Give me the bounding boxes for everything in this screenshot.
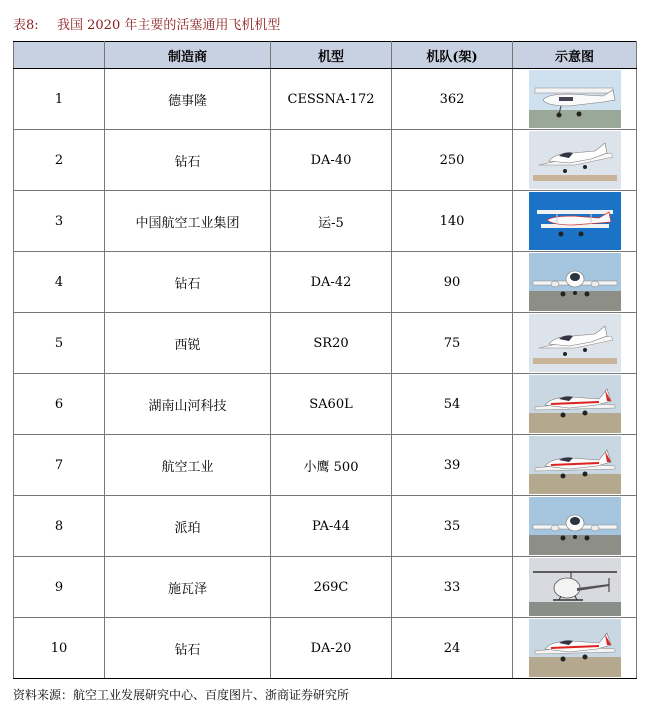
cell-fleet: 33	[392, 557, 513, 618]
cell-fleet: 362	[392, 69, 513, 130]
cell-maker: 钻石	[105, 130, 271, 191]
cell-maker: 施瓦泽	[105, 557, 271, 618]
cell-image	[513, 313, 637, 374]
cell-rank: 8	[14, 496, 105, 557]
cell-image	[513, 191, 637, 252]
cell-maker: 航空工业	[105, 435, 271, 496]
aircraft-photo	[529, 619, 621, 677]
cell-fleet: 39	[392, 435, 513, 496]
cell-rank: 3	[14, 191, 105, 252]
table-body	[14, 69, 637, 679]
cell-image	[513, 435, 637, 496]
cell-maker: 湖南山河科技	[105, 374, 271, 435]
table-row	[14, 374, 637, 435]
cell-rank: 1	[14, 69, 105, 130]
aircraft-photo	[529, 497, 621, 555]
cell-fleet: 140	[392, 191, 513, 252]
cell-rank: 6	[14, 374, 105, 435]
cell-model: DA-20	[271, 618, 392, 679]
cell-model: DA-40	[271, 130, 392, 191]
cell-model: CESSNA-172	[271, 69, 392, 130]
aircraft-photo	[529, 436, 621, 494]
aircraft-table	[13, 41, 637, 679]
caption-title: 我国 2020 年主要的活塞通用飞机机型	[57, 18, 281, 33]
cell-image	[513, 130, 637, 191]
aircraft-photo	[529, 192, 621, 250]
table-row	[14, 69, 637, 130]
aircraft-photo	[529, 375, 621, 433]
table-row	[14, 435, 637, 496]
cell-image	[513, 69, 637, 130]
aircraft-photo	[529, 253, 621, 311]
header-image: 示意图	[513, 42, 637, 69]
table-row	[14, 130, 637, 191]
table-row	[14, 313, 637, 374]
cell-maker: 钻石	[105, 618, 271, 679]
table-row	[14, 557, 637, 618]
cell-rank: 5	[14, 313, 105, 374]
cell-fleet: 90	[392, 252, 513, 313]
table-caption	[13, 14, 280, 33]
cell-rank: 9	[14, 557, 105, 618]
caption-number: 表8:	[13, 18, 39, 33]
cell-image	[513, 496, 637, 557]
cell-maker: 西锐	[105, 313, 271, 374]
cell-maker: 德事隆	[105, 69, 271, 130]
aircraft-photo	[529, 70, 621, 128]
cell-model: 小鹰 500	[271, 435, 392, 496]
cell-fleet: 75	[392, 313, 513, 374]
cell-maker: 中国航空工业集团	[105, 191, 271, 252]
table-row	[14, 252, 637, 313]
table-row	[14, 496, 637, 557]
cell-rank: 4	[14, 252, 105, 313]
cell-model: PA-44	[271, 496, 392, 557]
cell-model: DA-42	[271, 252, 392, 313]
cell-image	[513, 374, 637, 435]
aircraft-photo	[529, 314, 621, 372]
cell-image	[513, 618, 637, 679]
header-rank	[14, 42, 105, 69]
cell-rank: 2	[14, 130, 105, 191]
header-fleet: 机队(架)	[392, 42, 513, 69]
cell-maker: 派珀	[105, 496, 271, 557]
cell-model: SA60L	[271, 374, 392, 435]
header-maker: 制造商	[105, 42, 271, 69]
aircraft-photo	[529, 131, 621, 189]
cell-maker: 钻石	[105, 252, 271, 313]
source-note: 资料来源：航空工业发展研究中心、百度图片、浙商证券研究所	[13, 688, 350, 702]
cell-model: 269C	[271, 557, 392, 618]
cell-rank: 10	[14, 618, 105, 679]
cell-fleet: 24	[392, 618, 513, 679]
cell-rank: 7	[14, 435, 105, 496]
table-row	[14, 618, 637, 679]
cell-fleet: 35	[392, 496, 513, 557]
cell-fleet: 54	[392, 374, 513, 435]
aircraft-photo	[529, 558, 621, 616]
header-model: 机型	[271, 42, 392, 69]
cell-model: SR20	[271, 313, 392, 374]
cell-model: 运-5	[271, 191, 392, 252]
cell-fleet: 250	[392, 130, 513, 191]
table-header-row	[14, 42, 637, 69]
cell-image	[513, 557, 637, 618]
cell-image	[513, 252, 637, 313]
table-row	[14, 191, 637, 252]
